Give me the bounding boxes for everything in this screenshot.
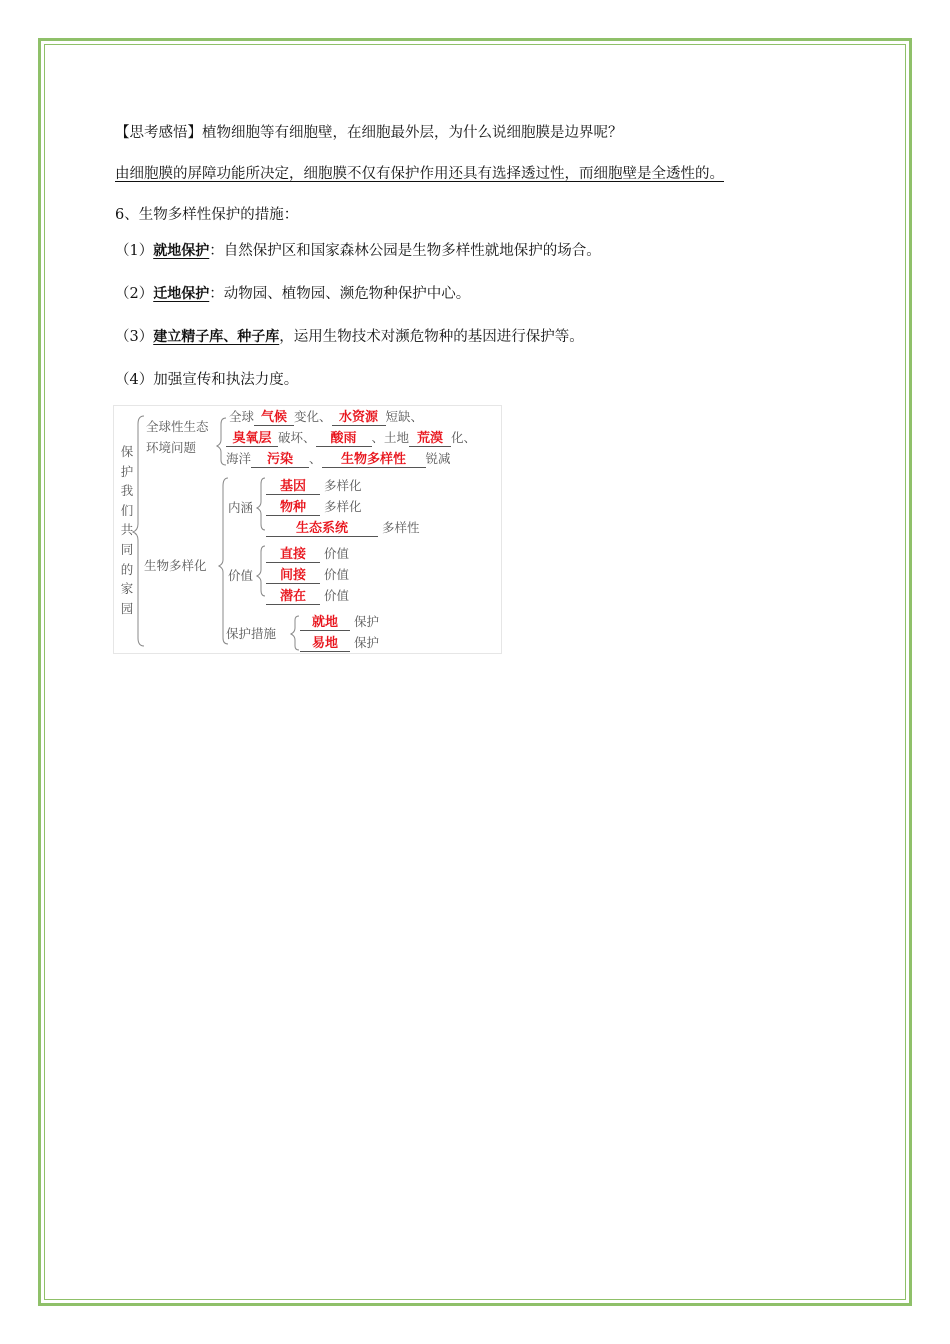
- map-answer: 基因: [266, 479, 320, 495]
- root-char: 们: [120, 502, 134, 518]
- value-item: [266, 546, 349, 563]
- measure-item-3: [115, 327, 584, 347]
- map-text: 保护: [353, 635, 379, 650]
- think-question-line: [115, 123, 623, 143]
- map-answer: 荒漠: [409, 431, 451, 447]
- measures-item: [300, 635, 379, 652]
- measure-item-2: [115, 284, 470, 304]
- map-text: 多样化: [323, 478, 362, 493]
- inner-item: [266, 499, 362, 516]
- map-answer: 直接: [266, 547, 320, 563]
- root-char: 家: [120, 581, 134, 597]
- section6-heading: 6、生物多样性保护的措施：: [115, 207, 299, 223]
- branch1-label-2: 环境问题: [146, 440, 197, 455]
- page-border-inner: [44, 44, 906, 1300]
- branch1-row-2: [226, 430, 476, 447]
- branch1-row-3: [226, 451, 451, 468]
- root-char: 同: [120, 541, 134, 557]
- map-text: 全球: [229, 409, 255, 424]
- map-text: 、土地: [371, 430, 410, 445]
- branch1-label-1: 全球性生态: [146, 419, 209, 434]
- map-text: 变化、: [294, 409, 332, 424]
- branch2-label: 生物多样化: [144, 558, 207, 573]
- map-text: 、: [309, 451, 322, 466]
- map-text: 多样性: [381, 520, 420, 535]
- root-char: 护: [120, 463, 134, 479]
- root-char: 我: [120, 483, 134, 499]
- map-text: 破坏、: [278, 430, 316, 445]
- measure-keyword: 就地保护: [153, 243, 210, 259]
- measure-num: （2）: [115, 286, 154, 302]
- root-char: 保: [120, 444, 134, 459]
- value-item: [266, 567, 349, 584]
- concept-map: [113, 405, 502, 654]
- map-text: 价值: [323, 546, 349, 561]
- inner-item: [266, 478, 362, 495]
- map-answer: 易地: [300, 636, 350, 652]
- measure-keyword: 建立精子库、种子库: [153, 329, 280, 345]
- map-answer: 生态系统: [266, 521, 378, 537]
- think-question: 植物细胞等有细胞壁，在细胞最外层，为什么说细胞膜是边界呢？: [202, 125, 623, 141]
- map-answer: 生物多样性: [322, 452, 426, 468]
- map-text: 海洋: [226, 451, 252, 466]
- map-answer: 污染: [251, 452, 309, 468]
- root-char: 的: [120, 561, 134, 577]
- inner-item: [266, 520, 420, 537]
- map-answer: 水资源: [332, 410, 386, 426]
- measures-label: 保护措施: [226, 626, 277, 641]
- measure-text: ，运用生物技术对濒危物种的基因进行保护等。: [279, 329, 584, 345]
- measure-text: ：动物园、植物园、濒危物种保护中心。: [209, 286, 471, 302]
- map-text: 锐减: [425, 451, 451, 466]
- measures-item: [300, 614, 379, 631]
- root-char: 共: [120, 522, 134, 538]
- measure-keyword: 迁地保护: [153, 286, 210, 302]
- value-item: [266, 588, 349, 605]
- map-text: 价值: [323, 567, 349, 582]
- map-text: 短缺、: [385, 409, 424, 424]
- branch1-row-1: [229, 409, 423, 426]
- measure-item-4: [115, 370, 298, 390]
- measure-num: （4）: [115, 372, 154, 388]
- measure-item-1: [115, 241, 601, 261]
- measure-text: ：自然保护区和国家森林公园是生物多样性就地保护的场合。: [209, 243, 601, 259]
- map-answer: 气候: [254, 410, 294, 426]
- measure-num: （1）: [115, 243, 154, 259]
- map-root-label: [120, 442, 134, 618]
- root-char: 园: [120, 600, 134, 616]
- measure-num: （3）: [115, 329, 154, 345]
- think-bracket-title: 【思考感悟】: [115, 125, 202, 141]
- measure-text: 加强宣传和执法力度。: [153, 372, 299, 388]
- map-text: 化、: [451, 430, 477, 445]
- value-label: 价值: [228, 568, 254, 583]
- map-answer: 物种: [266, 500, 320, 516]
- map-answer: 间接: [266, 568, 320, 584]
- think-answer: 由细胞膜的屏障功能所决定，细胞膜不仅有保护作用还具有选择透过性，而细胞壁是全透性的。: [115, 166, 724, 182]
- map-answer: 臭氧层: [226, 431, 278, 447]
- map-answer: 酸雨: [316, 431, 372, 447]
- map-text: 保护: [353, 614, 379, 629]
- map-text: 价值: [323, 588, 349, 603]
- map-text: 多样化: [323, 499, 362, 514]
- inner-label: 内涵: [228, 500, 254, 515]
- map-answer: 就地: [300, 615, 350, 631]
- map-answer: 潜在: [266, 589, 320, 605]
